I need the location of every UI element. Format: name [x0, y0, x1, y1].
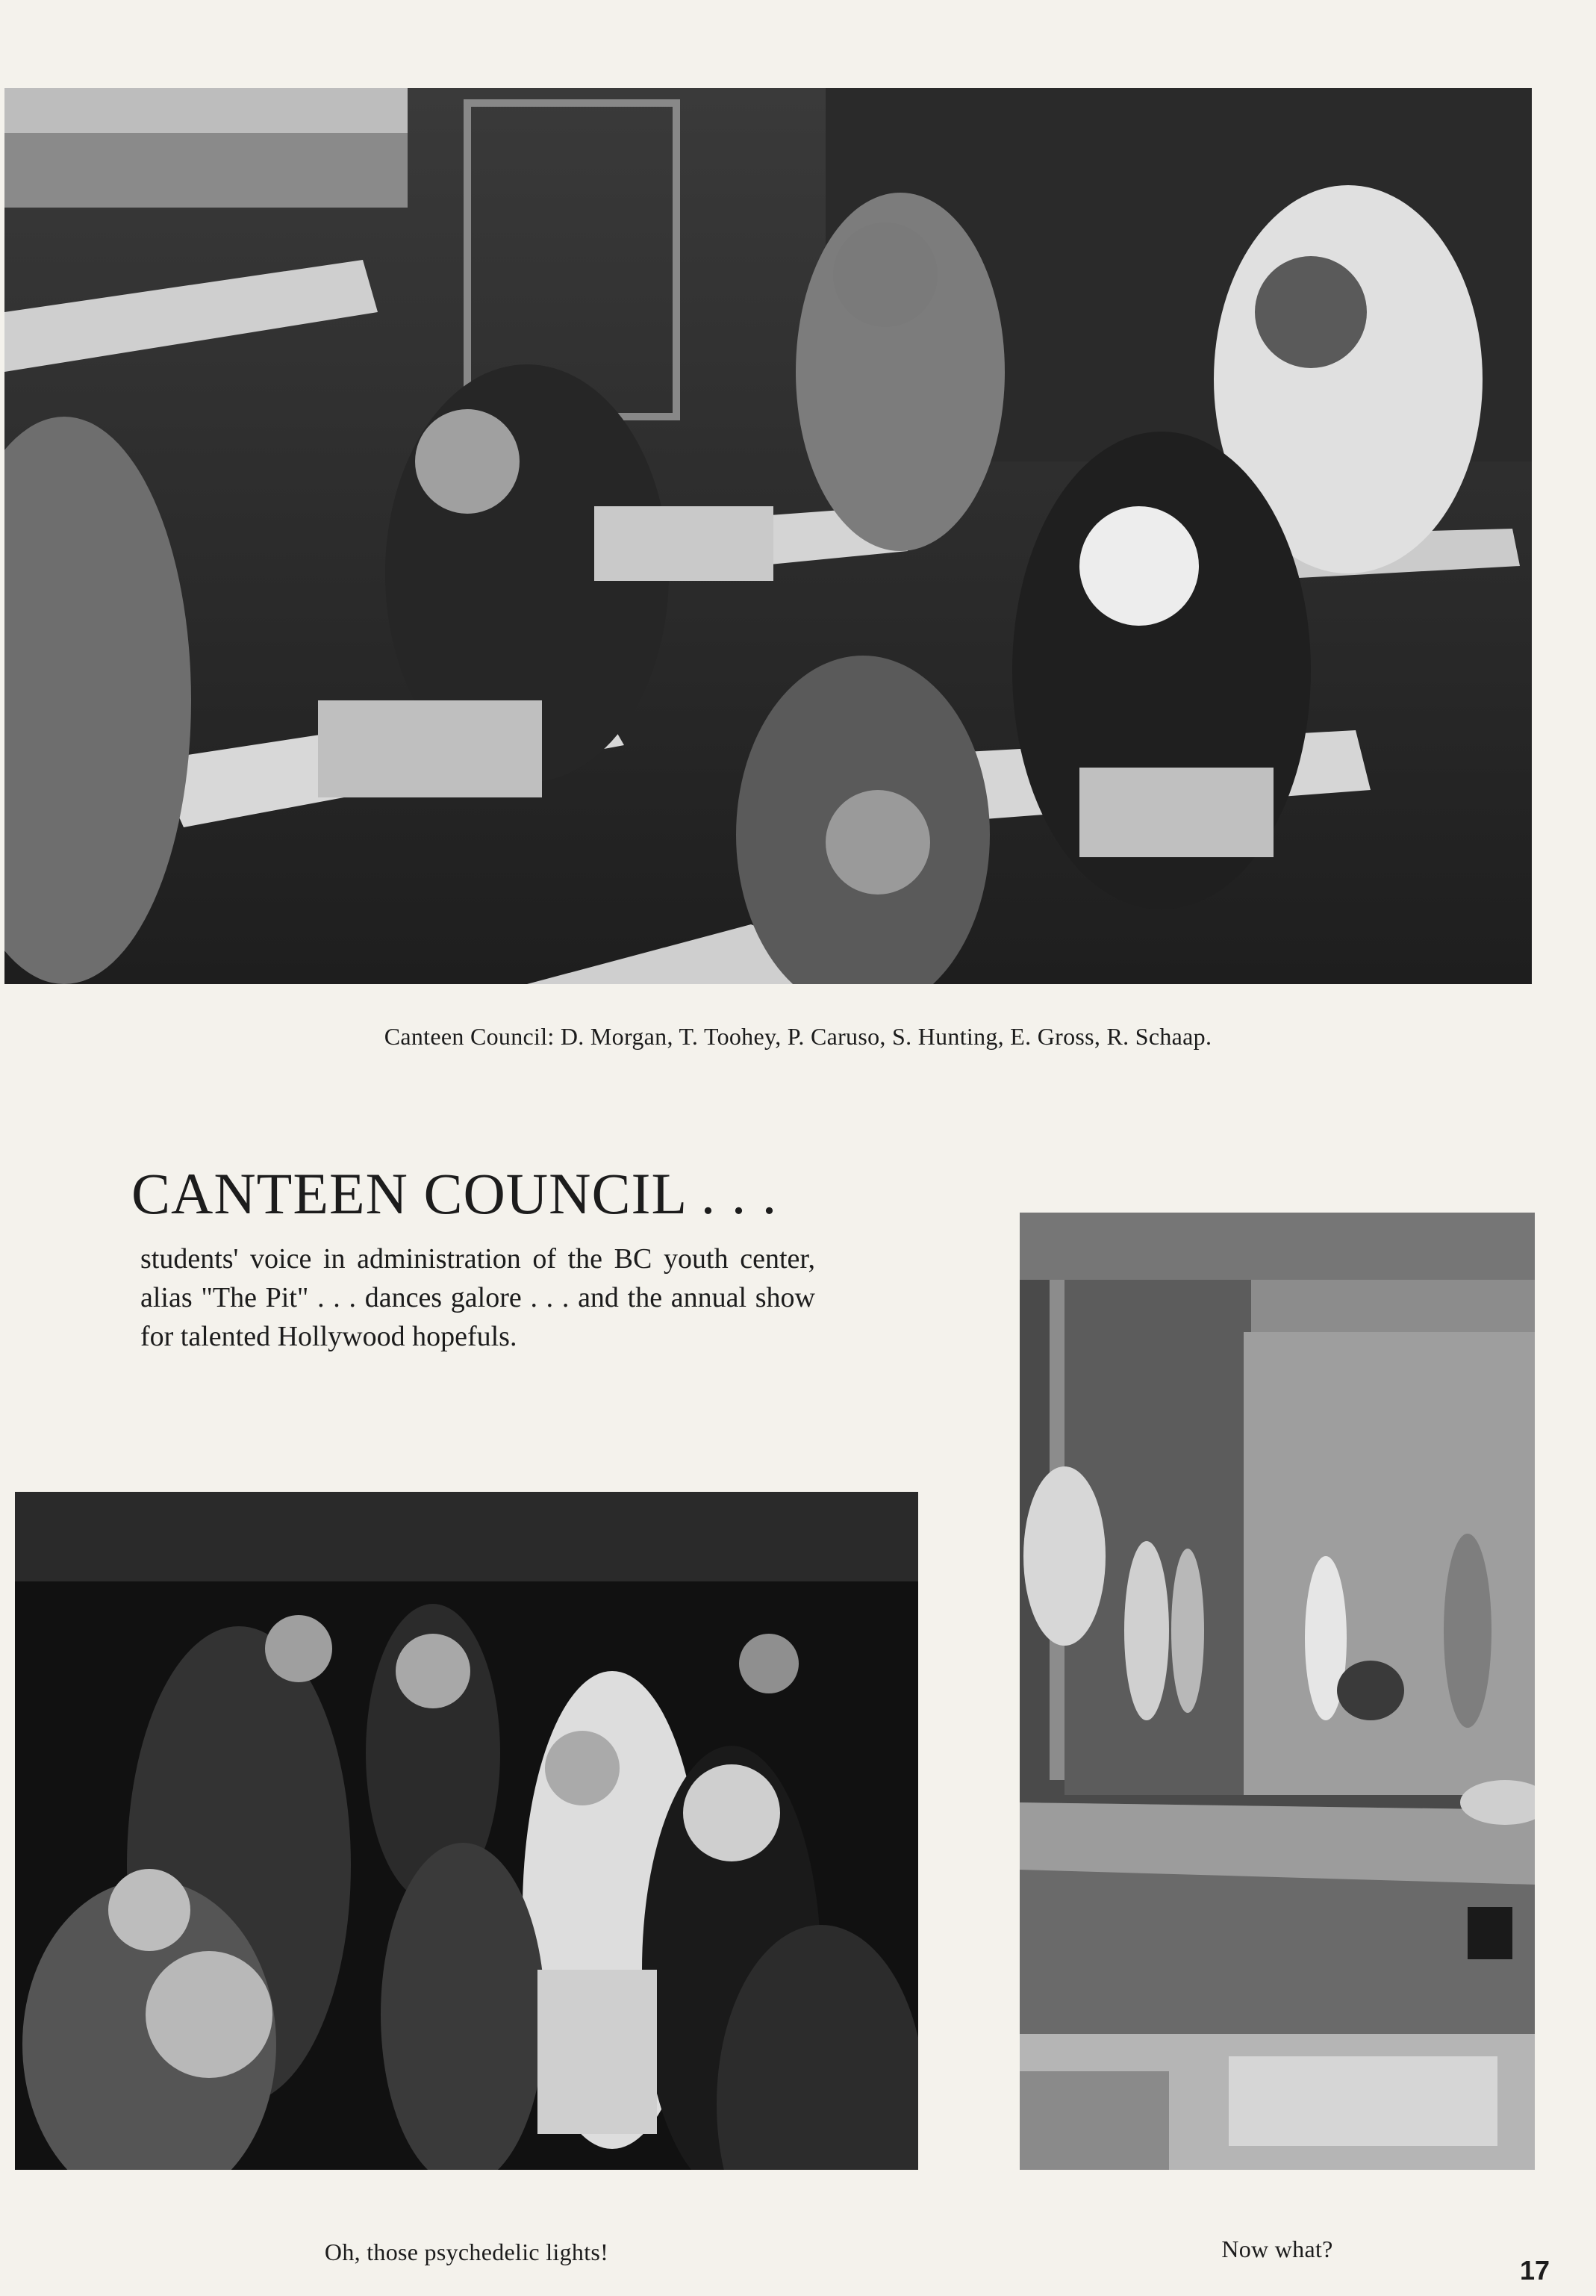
stage-caption: Now what? — [1221, 2236, 1333, 2262]
classroom-photo — [4, 88, 1532, 984]
dance-caption: Oh, those psychedelic lights! — [324, 2239, 609, 2265]
dance-photo — [15, 1492, 918, 2170]
page-number: 17 — [1519, 2255, 1550, 2286]
stage-photo — [1020, 1213, 1535, 2170]
classroom-caption: Canteen Council: D. Morgan, T. Toohey, P. Caruso, S. Hunting, E. Gross, R. Schaap. — [384, 1023, 1212, 1050]
section-heading: CANTEEN COUNCIL . . . — [131, 1161, 778, 1226]
intro-paragraph: students' voice in administration of the BC youth center, alias "The Pit" . . . dances galore . . . and the annual show for talented Hollywood hopefuls. — [140, 1243, 815, 1352]
